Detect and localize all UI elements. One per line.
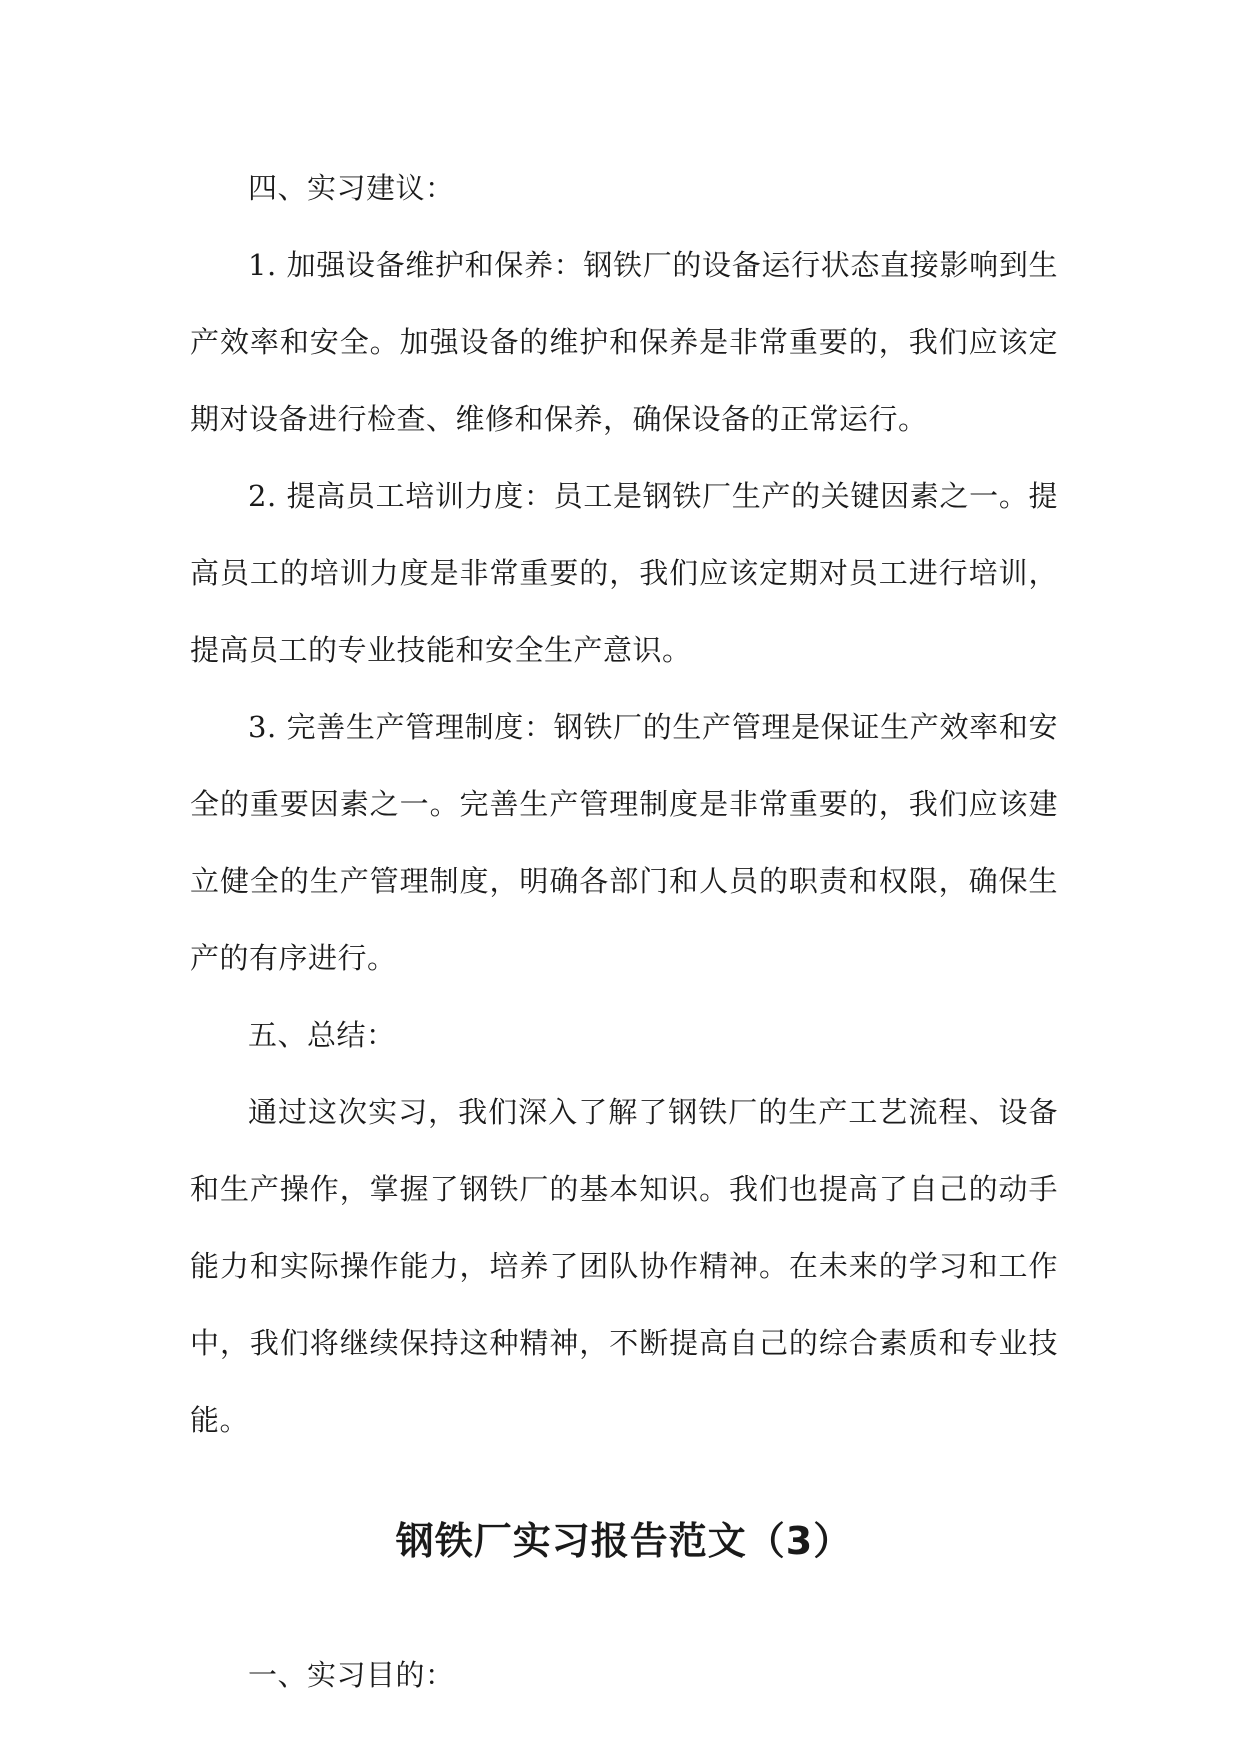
heading-internship-purpose: 一、实习目的：	[248, 1658, 455, 1692]
section-title: 钢铁厂实习报告范文（3）	[395, 1519, 853, 1563]
heading-suggestions: 四、实习建议：	[248, 171, 455, 205]
paragraph-management-system: 3. 完善生产管理制度：钢铁厂的生产管理是保证生产效率和安全的重要因素之一。完善生产管理制度是非常重要的，我们应该建立健全的生产管理制度，明确各部门和人员的职责和权限，确保生产的有序进行。	[190, 710, 1058, 975]
paragraph-summary: 通过这次实习，我们深入了解了钢铁厂的生产工艺流程、设备和生产操作，掌握了钢铁厂的基本知识。我们也提高了自己的动手能力和实际操作能力，培养了团队协作精神。在未来的学习和工作中，我们将继续保持这种精神，不断提高自己的综合素质和专业技能。	[190, 1095, 1058, 1437]
heading-summary: 五、总结：	[248, 1018, 396, 1052]
document-body	[190, 150, 1058, 1714]
paragraph-staff-training: 2. 提高员工培训力度：员工是钢铁厂生产的关键因素之一。提高员工的培训力度是非常重要的，我们应该定期对员工进行培训，提高员工的专业技能和安全生产意识。	[190, 479, 1058, 667]
paragraph-equipment-maintenance: 1. 加强设备维护和保养：钢铁厂的设备运行状态直接影响到生产效率和安全。加强设备的维护和保养是非常重要的，我们应该定期对设备进行检查、维修和保养，确保设备的正常运行。	[190, 248, 1058, 436]
